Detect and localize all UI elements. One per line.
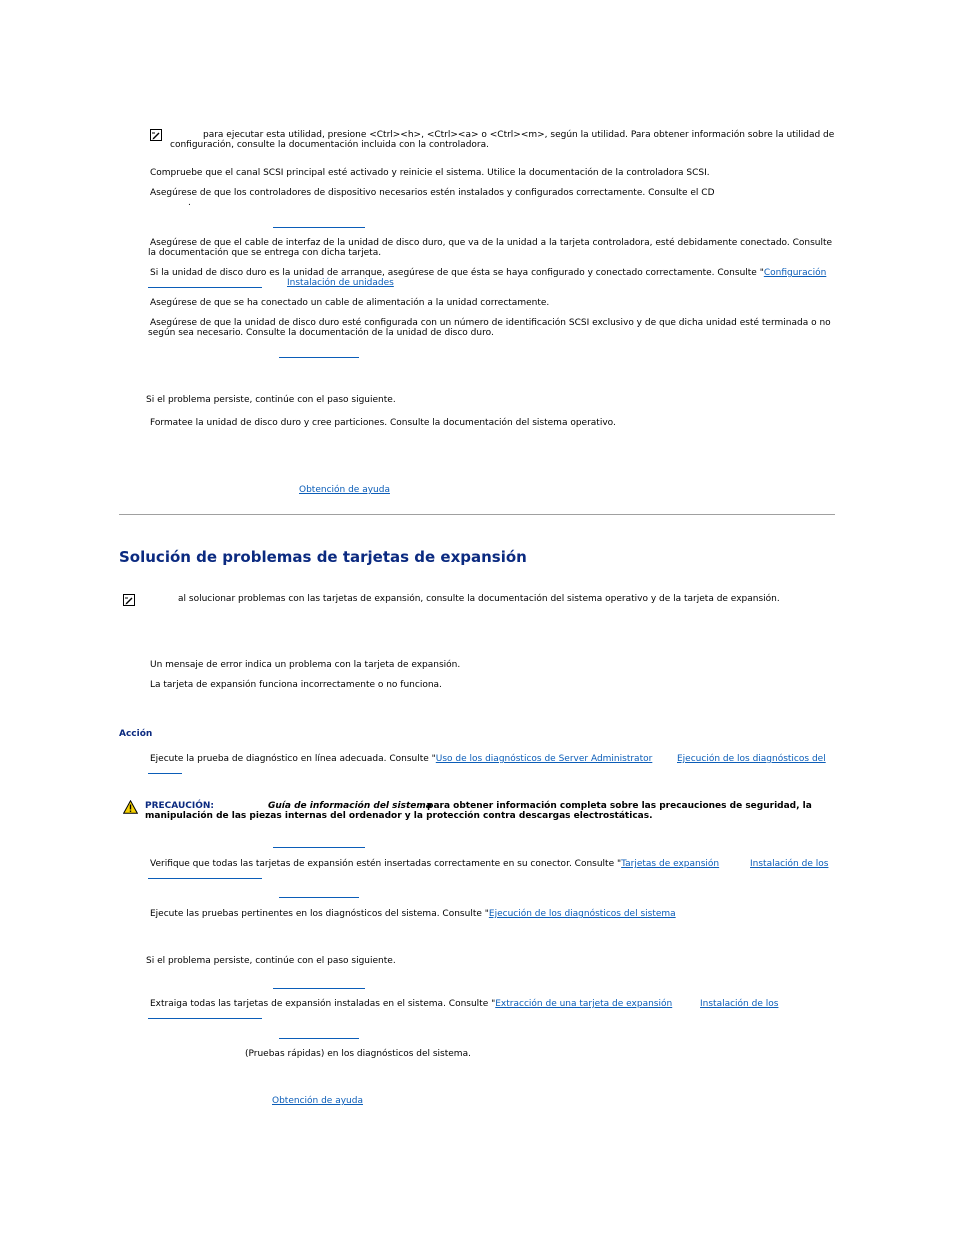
step-boot-drive <box>150 268 826 278</box>
persist-note-1: Si el problema persiste, continúe con el paso siguiente. <box>146 395 396 405</box>
action-online-diagnostics-text: Ejecute la prueba de diagnóstico en línea adecuada. Consulte " <box>150 754 436 764</box>
step-drivers-line2: . <box>188 198 191 208</box>
note2-text: al solucionar problemas con las tarjetas de expansión, consulte la documentación del sistema operativo y de la tarjeta de expansión. <box>178 594 780 604</box>
link-instalacion-de-los-2[interactable]: Instalación de los <box>700 999 779 1009</box>
step-format-drive: Formatee la unidad de disco duro y cree particiones. Consulte la documentación del sistema operativo. <box>150 418 616 428</box>
caution-guide-title: Guía de información del sistema <box>268 801 432 811</box>
link-tarjetas-expansion[interactable]: Tarjetas de expansión <box>621 859 720 869</box>
link-configuracion[interactable]: Configuración <box>763 268 827 278</box>
link-underline[interactable] <box>148 1018 262 1019</box>
symptom-malfunction: La tarjeta de expansión funciona incorrectamente o no funciona. <box>150 680 442 690</box>
link-instalacion-de-los-1[interactable]: Instalación de los <box>750 859 829 869</box>
action-heading: Acción <box>119 729 153 739</box>
action-run-tests-text: Ejecute las pruebas pertinentes en los diagnósticos del sistema. Consulte " <box>150 909 489 919</box>
link-underline[interactable] <box>279 1038 359 1039</box>
section-divider <box>119 514 835 515</box>
link-obtencion-ayuda-2[interactable]: Obtención de ayuda <box>272 1096 363 1106</box>
link-extraccion-tarjeta-expansion[interactable]: Extracción de una tarjeta de expansión <box>495 999 673 1009</box>
action-remove-cards-text: Extraiga todas las tarjetas de expansión instaladas en el sistema. Consulte " <box>150 999 496 1009</box>
link-underline[interactable] <box>148 287 262 288</box>
symptom-error-message: Un mensaje de error indica un problema con la tarjeta de expansión. <box>150 660 461 670</box>
caution-line1: para obtener información completa sobre las precauciones de seguridad, la <box>427 801 812 811</box>
persist-note-2: Si el problema persiste, continúe con el paso siguiente. <box>146 956 396 966</box>
link-instalacion-unidades[interactable]: Instalación de unidades <box>287 278 394 288</box>
step-drivers-line1: Asegúrese de que los controladores de dispositivo necesarios estén instalados y configurados correctamente. Consulte el CD <box>150 188 715 198</box>
link-ejecucion-diagnosticos-sistema[interactable]: Ejecución de los diagnósticos del sistema <box>488 909 676 919</box>
section-title: Solución de problemas de tarjetas de expansión <box>119 548 527 566</box>
link-underline[interactable] <box>273 847 365 848</box>
link-underline[interactable] <box>273 988 365 989</box>
action-online-diagnostics <box>150 754 652 764</box>
link-uso-diagnosticos-server-admin[interactable]: Uso de los diagnósticos de Server Administrator <box>435 754 653 764</box>
action-quick-tests: (Pruebas rápidas) en los diagnósticos del sistema. <box>245 1049 471 1059</box>
note-pencil-icon <box>123 594 135 606</box>
note-pencil-icon <box>150 129 162 141</box>
action-remove-cards <box>150 999 672 1009</box>
caution-label: PRECAUCIÓN: <box>145 801 215 811</box>
step-power-cable: Asegúrese de que se ha conectado un cable de alimentación a la unidad correctamente. <box>150 298 550 308</box>
action-verify-cards <box>150 859 719 869</box>
action-verify-cards-text: Verifique que todas las tarjetas de expansión estén insertadas correctamente en su conector. Consulte " <box>150 859 622 869</box>
step-cable-line2: la documentación que se entrega con dicha tarjeta. <box>148 248 382 258</box>
step-check-scsi-channel: Compruebe que el canal SCSI principal esté activado y reinicie el sistema. Utilice la documentación de la controladora SCSI. <box>150 168 710 178</box>
link-underline[interactable] <box>273 227 365 228</box>
note1-line2: configuración, consulte la documentación incluida con la controladora. <box>170 140 489 150</box>
caution-line2: manipulación de las piezas internas del ordenador y la protección contra descargas electrostáticas. <box>145 811 653 821</box>
link-underline[interactable] <box>148 773 182 774</box>
step-cable-line1: Asegúrese de que el cable de interfaz de la unidad de disco duro, que va de la unidad a la tarjeta controladora, esté debidamente conectado. Consulte <box>150 238 833 248</box>
link-underline[interactable] <box>279 897 359 898</box>
step-boot-drive-text: Si la unidad de disco duro es la unidad de arranque, asegúrese de que ésta se haya configurado y conectado correctamente. Consulte " <box>150 268 764 278</box>
link-underline[interactable] <box>279 357 359 358</box>
link-obtencion-ayuda-1[interactable]: Obtención de ayuda <box>299 485 390 495</box>
caution-warning-icon <box>123 800 138 814</box>
link-underline[interactable] <box>148 878 262 879</box>
link-ejecucion-diagnosticos-del[interactable]: Ejecución de los diagnósticos del <box>677 754 826 764</box>
step-scsi-id-line1: Asegúrese de que la unidad de disco duro esté configurada con un número de identificación SCSI exclusivo y de que dicha unidad esté terminada o no <box>150 318 831 328</box>
action-run-tests <box>150 909 676 919</box>
step-scsi-id-line2: según sea necesario. Consulte la documentación de la unidad de disco duro. <box>148 328 494 338</box>
note1-line1: para ejecutar esta utilidad, presione <Ctrl><h>, <Ctrl><a> o <Ctrl><m>, según la utilidad. Para obtener información sobre la utilidad de <box>203 130 835 140</box>
